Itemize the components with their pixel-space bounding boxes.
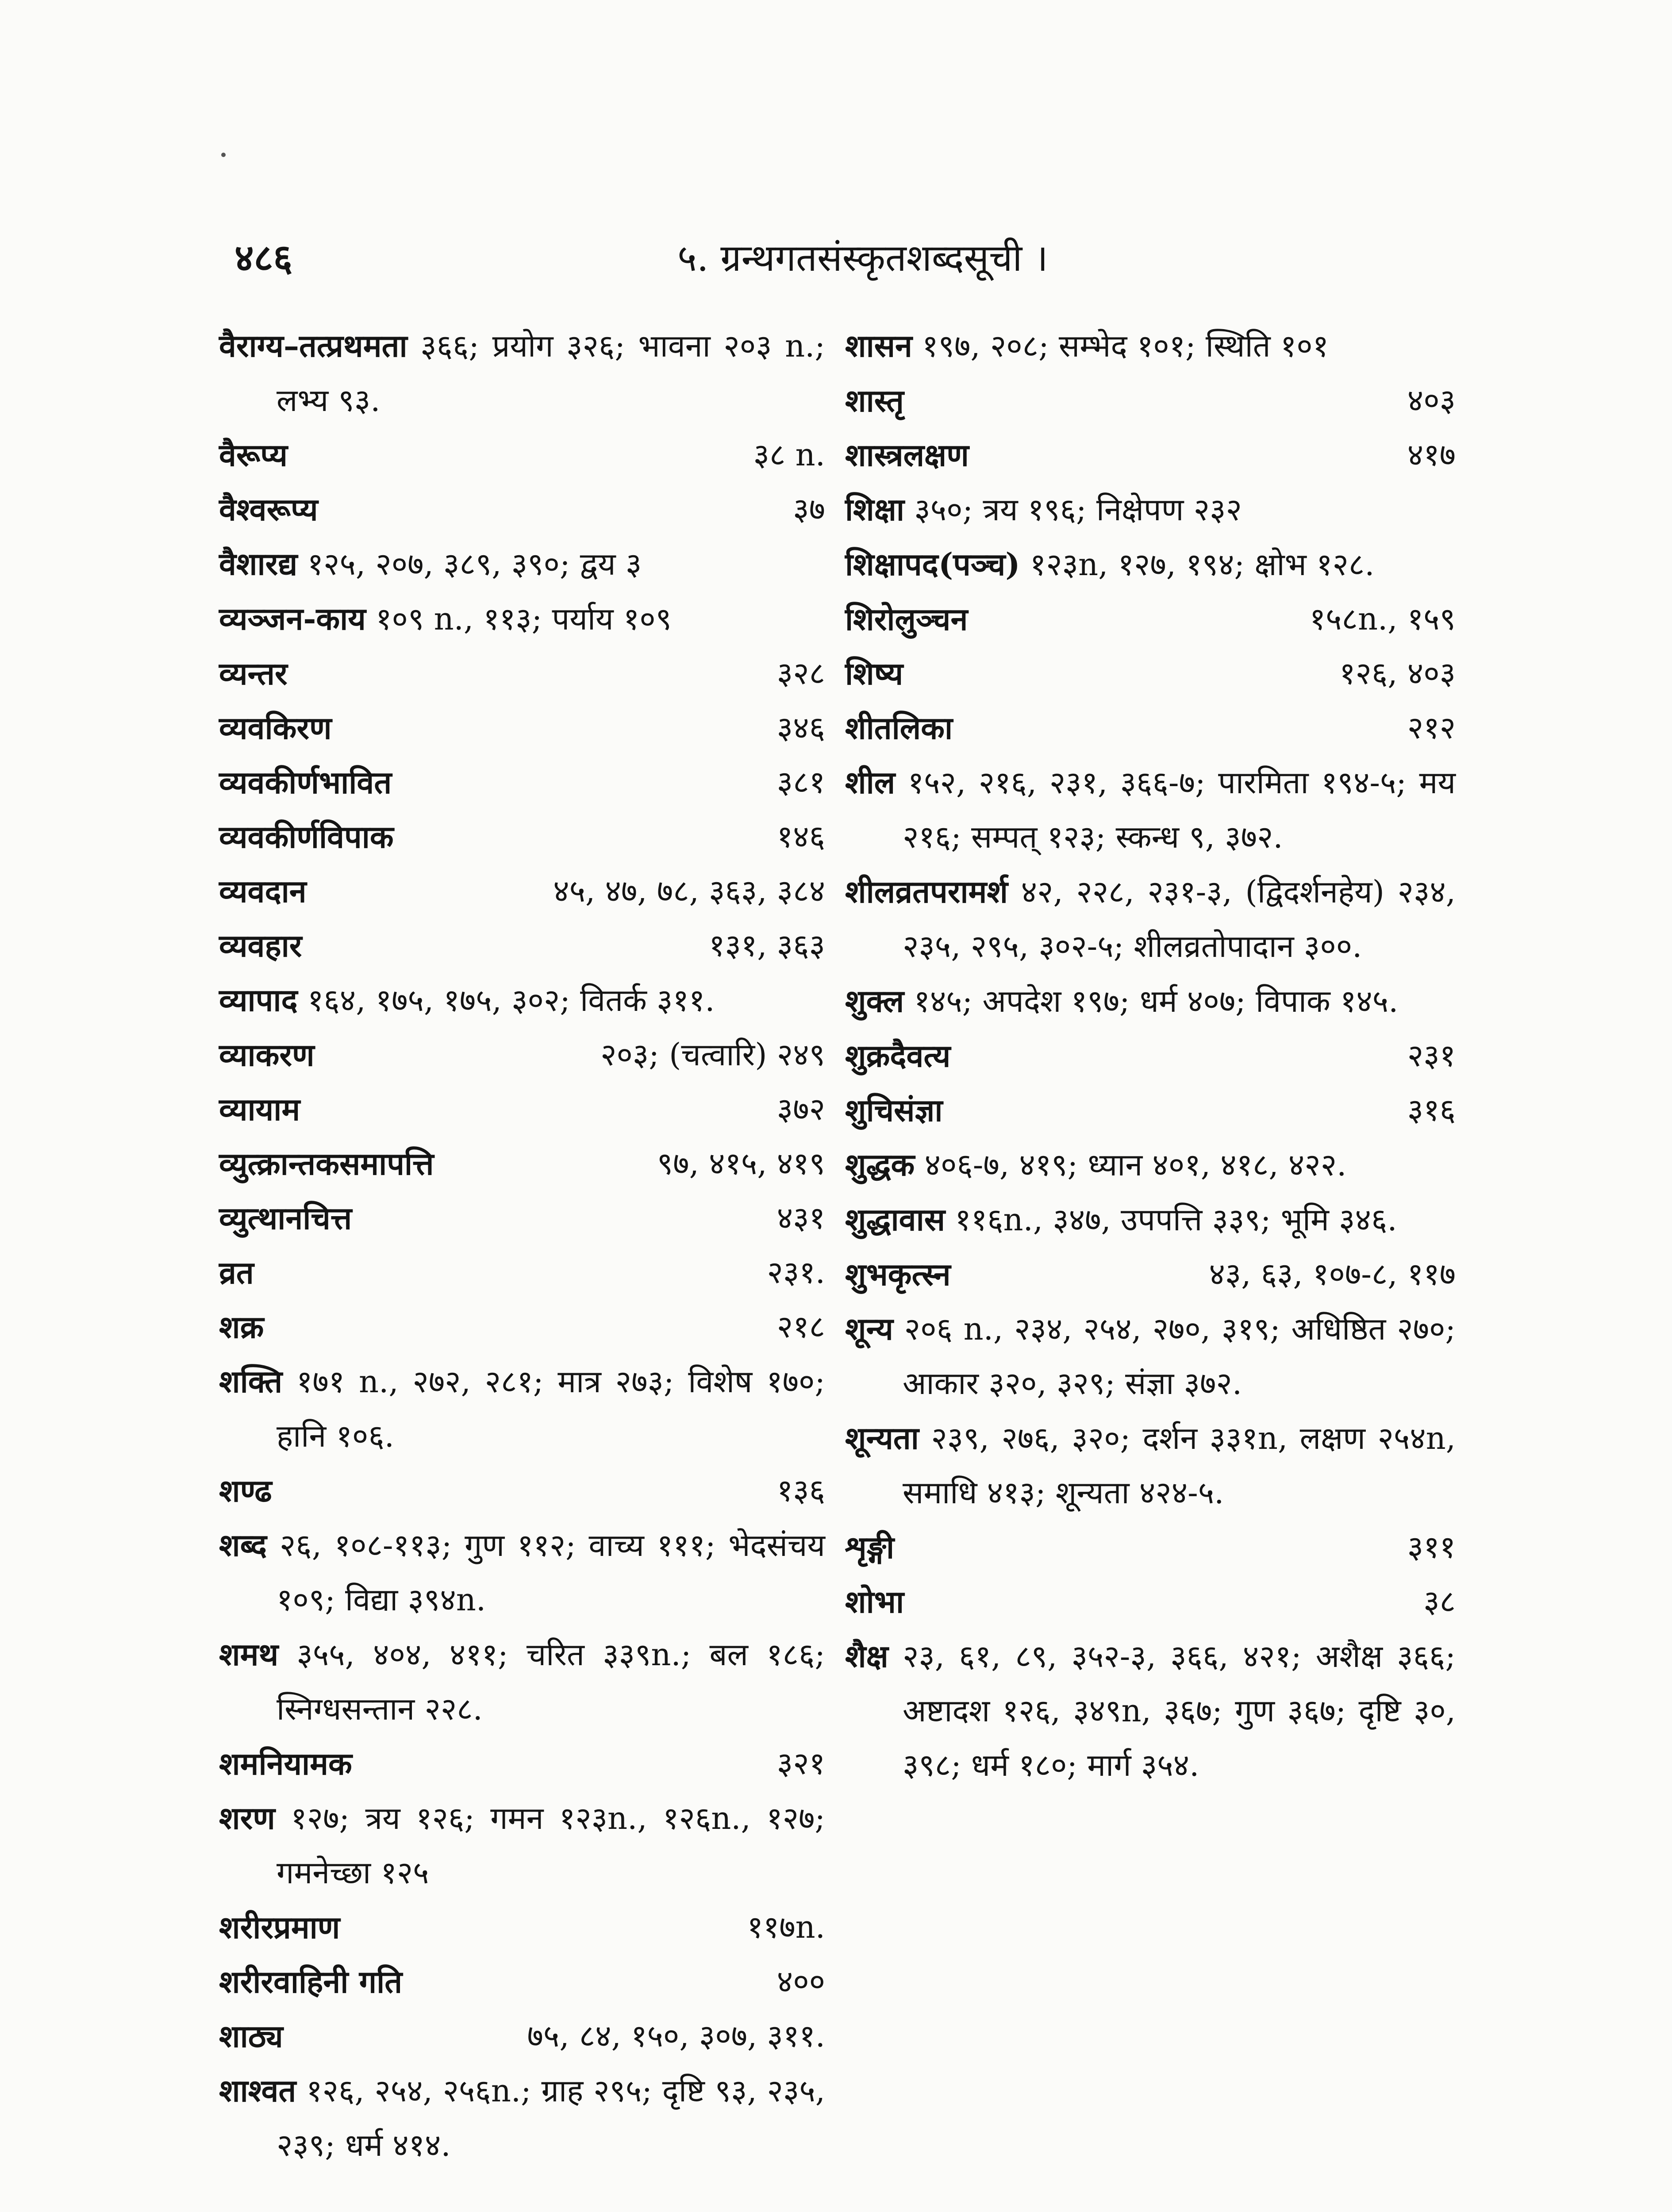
entry-refs: १२५, २०७, ३८९, ३९०; द्वय ३ xyxy=(307,546,642,582)
entry-refs: ३४६ xyxy=(776,710,825,746)
entry-term: शमनियामक xyxy=(219,1745,352,1782)
entry-refs: १२३n, १२७, १९४; क्षोभ १२८. xyxy=(1030,546,1375,583)
index-entry xyxy=(219,1300,825,1354)
entry-term: शुचिसंज्ञा xyxy=(845,1092,943,1129)
entry-refs: ९७, ४१५, ४१९ xyxy=(657,1145,825,1182)
entry-refs: १६४, १७५, १७५, ३०२; वितर्क ३११. xyxy=(307,982,715,1018)
entry-term: व्यापाद xyxy=(219,982,298,1018)
entry-term: शाठ्य xyxy=(219,2018,283,2055)
entry-term: शण्ढ xyxy=(219,1472,272,1509)
entry-refs: १३६ xyxy=(776,1472,825,1509)
index-entry xyxy=(219,537,825,591)
entry-refs: ४३, ६३, १०७-८, ११७ xyxy=(1209,1256,1456,1292)
entry-refs: ३१६ xyxy=(1407,1092,1456,1128)
index-entry xyxy=(845,1247,1456,1302)
index-entry xyxy=(845,1192,1456,1247)
entry-refs: १७१ n., २७२, २८१; मात्र २७३; विशेष १७०; हानि १०६. xyxy=(277,1363,835,1454)
entry-term: व्युत्थानचित्त xyxy=(219,1200,352,1237)
entry-term: शीलव्रतपरामर्श xyxy=(845,873,1008,910)
entry-term: शिष्य xyxy=(845,655,903,692)
index-entry xyxy=(219,1627,835,1736)
entry-term: शक्ति xyxy=(219,1363,283,1400)
entry-refs: ३२१ xyxy=(776,1745,825,1782)
entry-term: व्यवकीर्णभावित xyxy=(219,764,392,801)
entry-term: वैश्वरूप्य xyxy=(219,491,318,528)
entry-term: वैशारद्य xyxy=(219,545,298,582)
index-entry xyxy=(219,482,825,537)
entry-refs: १४५; अपदेश १९७; धर्म ४०७; विपाक १४५. xyxy=(914,983,1399,1019)
index-entry xyxy=(219,591,825,646)
index-entry xyxy=(219,1028,825,1082)
entry-refs: ३५५, ४०४, ४११; चरित ३३९n.; बल १८६; स्निग्धसन्तान २२८. xyxy=(277,1636,835,1727)
index-entry xyxy=(219,1463,825,1518)
entry-term: शास्त्रलक्षण xyxy=(845,437,969,473)
index-entry xyxy=(845,319,1456,373)
index-entry xyxy=(845,1411,1466,1520)
index-entry xyxy=(845,701,1456,755)
entry-refs: १४६ xyxy=(776,818,825,855)
index-entry xyxy=(845,1029,1456,1083)
entry-refs: १२६, २५४, २५६n.; ग्राह २९५; दृष्टि ९३, २३५, २३९; धर्म ४१४. xyxy=(277,2073,835,2163)
index-entry xyxy=(219,755,825,810)
entry-refs: ४०० xyxy=(776,1963,825,2000)
index-entry xyxy=(845,1137,1456,1192)
entry-term: शब्द xyxy=(219,1527,267,1563)
entry-refs: ७५, ८४, १५०, ३०७, ३११. xyxy=(527,2018,825,2054)
entry-refs: २३१ xyxy=(1407,1037,1456,1074)
entry-term: व्यायाम xyxy=(219,1091,300,1128)
index-column-right xyxy=(845,319,1466,1793)
index-entry xyxy=(219,1137,825,1191)
entry-term: शृङ्गी xyxy=(845,1529,895,1566)
entry-refs: २६, १०८-११३; गुण ११२; वाच्य १११; भेदसंचय १०९; विद्या ३९४n. xyxy=(277,1527,835,1618)
index-entry xyxy=(219,1791,835,1900)
index-entry xyxy=(845,482,1456,537)
entry-term: शिक्षापद(पञ्च) xyxy=(845,546,1020,583)
entry-term: शुद्धक xyxy=(845,1146,915,1183)
entry-term: व्याकरण xyxy=(219,1037,315,1073)
index-entry xyxy=(845,755,1466,864)
entry-term: व्यन्तर xyxy=(219,655,288,692)
entry-refs: ३२८ xyxy=(776,655,825,691)
entry-refs: २०६ n., २३४, २५४, २७०, ३१९; अधिष्ठित २७०; आकार ३२०, ३२९; संज्ञा ३७२. xyxy=(903,1311,1466,1402)
entry-refs: २०३; (चत्वारि) २४९ xyxy=(600,1037,825,1073)
entry-refs: ४१७ xyxy=(1407,437,1456,473)
entry-refs: ४३१ xyxy=(776,1200,825,1236)
entry-refs: २३९, २७६, ३२०; दर्शन ३३१n, लक्षण २५४n, समाधि ४१३; शून्यता ४२४-५. xyxy=(903,1420,1466,1511)
entry-term: व्युत्क्रान्तकसमापत्ति xyxy=(219,1145,434,1182)
index-entry xyxy=(845,864,1466,974)
entry-refs: २३१. xyxy=(767,1254,825,1290)
index-entry xyxy=(219,2009,825,2063)
entry-refs: २१८ xyxy=(776,1309,825,1345)
index-entry xyxy=(219,1354,835,1463)
entry-term: व्यवदान xyxy=(219,873,307,910)
index-entry xyxy=(219,864,825,918)
entry-refs: २१२ xyxy=(1407,710,1456,746)
entry-refs: ४५, ४७, ७८, ३६३, ३८४ xyxy=(553,873,825,909)
entry-refs: १९७, २०८; सम्भेद १०१; स्थिति १०१ xyxy=(922,328,1329,364)
entry-refs: ४२, २२८, २३१-३, (द्विदर्शनहेय) २३४, २३५, २९५, ३०२-५; शीलव्रतोपादान ३००. xyxy=(903,874,1466,964)
entry-refs: ११६n., ३४७, उपपत्ति ३३९; भूमि ३४६. xyxy=(955,1202,1397,1238)
index-entry xyxy=(219,918,825,973)
entry-term: व्यवकीर्णविपाक xyxy=(219,818,394,855)
index-entry xyxy=(845,1302,1466,1411)
entry-refs: १०९ n., ११३; पर्याय १०९ xyxy=(376,601,672,637)
index-column-left xyxy=(219,319,835,2173)
index-entry xyxy=(219,1082,825,1137)
entry-refs: ४०३ xyxy=(1407,382,1456,419)
entry-refs: १५२, २१६, २३१, ३६६-७; पारमिता १९४-५; मय २१६; सम्पत् १२३; स्कन्ध ९, ३७२. xyxy=(903,764,1466,855)
index-entry xyxy=(219,2063,835,2173)
index-entry xyxy=(845,1520,1456,1575)
index-entry xyxy=(219,646,825,701)
index-entry xyxy=(845,1083,1456,1137)
entry-refs: ११७n. xyxy=(747,1909,825,1945)
entry-refs: ३५०; त्रय १९६; निक्षेपण २३२ xyxy=(914,492,1242,528)
entry-refs: ३७२ xyxy=(776,1091,825,1127)
index-entry xyxy=(219,1955,825,2009)
index-entry xyxy=(845,1629,1466,1793)
entry-term: शैक्ष xyxy=(845,1638,888,1674)
entry-term: व्यवहार xyxy=(219,927,302,964)
entry-refs: ३११ xyxy=(1407,1529,1456,1565)
index-entry xyxy=(845,1575,1456,1629)
page-number: ४८६ xyxy=(234,236,293,280)
entry-term: शरण xyxy=(219,1800,275,1836)
entry-term: शोभा xyxy=(845,1583,904,1620)
entry-term: शमथ xyxy=(219,1636,279,1673)
entry-refs: ३६६; प्रयोग ३२६; भावना २०३ n.; लभ्य ९३. xyxy=(277,328,835,419)
entry-term: शाश्वत xyxy=(219,2072,296,2109)
entry-term: व्रत xyxy=(219,1254,254,1291)
entry-term: शून्य xyxy=(845,1310,893,1347)
entry-term: व्यवकिरण xyxy=(219,710,332,746)
index-entry xyxy=(219,1900,825,1955)
entry-term: शासन xyxy=(845,327,912,364)
index-entry xyxy=(219,1518,835,1627)
entry-refs: १२६, ४०३ xyxy=(1339,655,1456,691)
entry-term: शास्तृ xyxy=(845,382,904,419)
entry-term: शीतलिका xyxy=(845,710,953,746)
index-entry xyxy=(845,373,1456,428)
index-entry xyxy=(845,592,1456,646)
index-entry xyxy=(219,810,825,864)
entry-refs: १२७; त्रय १२६; गमन १२३n., १२६n., १२७; गमनेच्छा १२५ xyxy=(277,1800,835,1891)
entry-term: शक्र xyxy=(219,1309,264,1345)
entry-term: व्यञ्जन-काय xyxy=(219,600,366,637)
entry-term: वैरूप्य xyxy=(219,437,288,473)
index-entry xyxy=(219,1736,825,1791)
entry-refs: १५८n., १५९ xyxy=(1309,601,1456,637)
index-entry xyxy=(845,646,1456,701)
entry-term: शुक्रदैवत्य xyxy=(845,1037,951,1074)
index-entry xyxy=(219,973,825,1028)
index-entry xyxy=(845,428,1456,482)
entry-term: वैराग्य–तत्प्रथमता xyxy=(219,327,407,364)
index-entry xyxy=(845,974,1456,1029)
entry-term: शिक्षा xyxy=(845,491,905,528)
entry-refs: १३१, ३६३ xyxy=(709,927,825,964)
index-entry xyxy=(219,428,825,482)
index-entry xyxy=(219,1191,825,1245)
scan-speck xyxy=(221,153,226,157)
entry-term: शुद्धावास xyxy=(845,1201,946,1238)
entry-refs: ३८१ xyxy=(776,764,825,800)
entry-term: शरीरवाहिनी गति xyxy=(219,1963,403,2000)
entry-refs: २३, ६१, ८९, ३५२-३, ३६६, ४२१; अशैक्ष ३६६; अष्टादश १२६, ३४९n, ३६७; गुण ३६७; दृष्टि ३०, ३९८; धर्म १८०; मार्ग ३५४. xyxy=(902,1638,1466,1783)
running-title: ५. ग्रन्थगतसंस्कृतशब्दसूची । xyxy=(677,236,1048,280)
index-entry xyxy=(219,319,835,428)
entry-term: शरीरप्रमाण xyxy=(219,1909,340,1946)
entry-term: शून्यता xyxy=(845,1420,919,1456)
entry-refs: ४०६-७, ४१९; ध्यान ४०१, ४१८, ४२२. xyxy=(924,1147,1347,1183)
index-entry xyxy=(219,701,825,755)
entry-term: शील xyxy=(845,764,896,801)
index-entry xyxy=(845,537,1456,592)
entry-refs: ३७ xyxy=(793,491,825,527)
entry-refs: ३८ n. xyxy=(753,437,825,473)
entry-refs: ३८ xyxy=(1423,1583,1456,1620)
entry-term: शुभकृत्स्न xyxy=(845,1256,951,1293)
index-entry xyxy=(219,1245,825,1300)
entry-term: शिरोलुञ्चन xyxy=(845,601,968,637)
entry-term: शुक्ल xyxy=(845,983,904,1019)
